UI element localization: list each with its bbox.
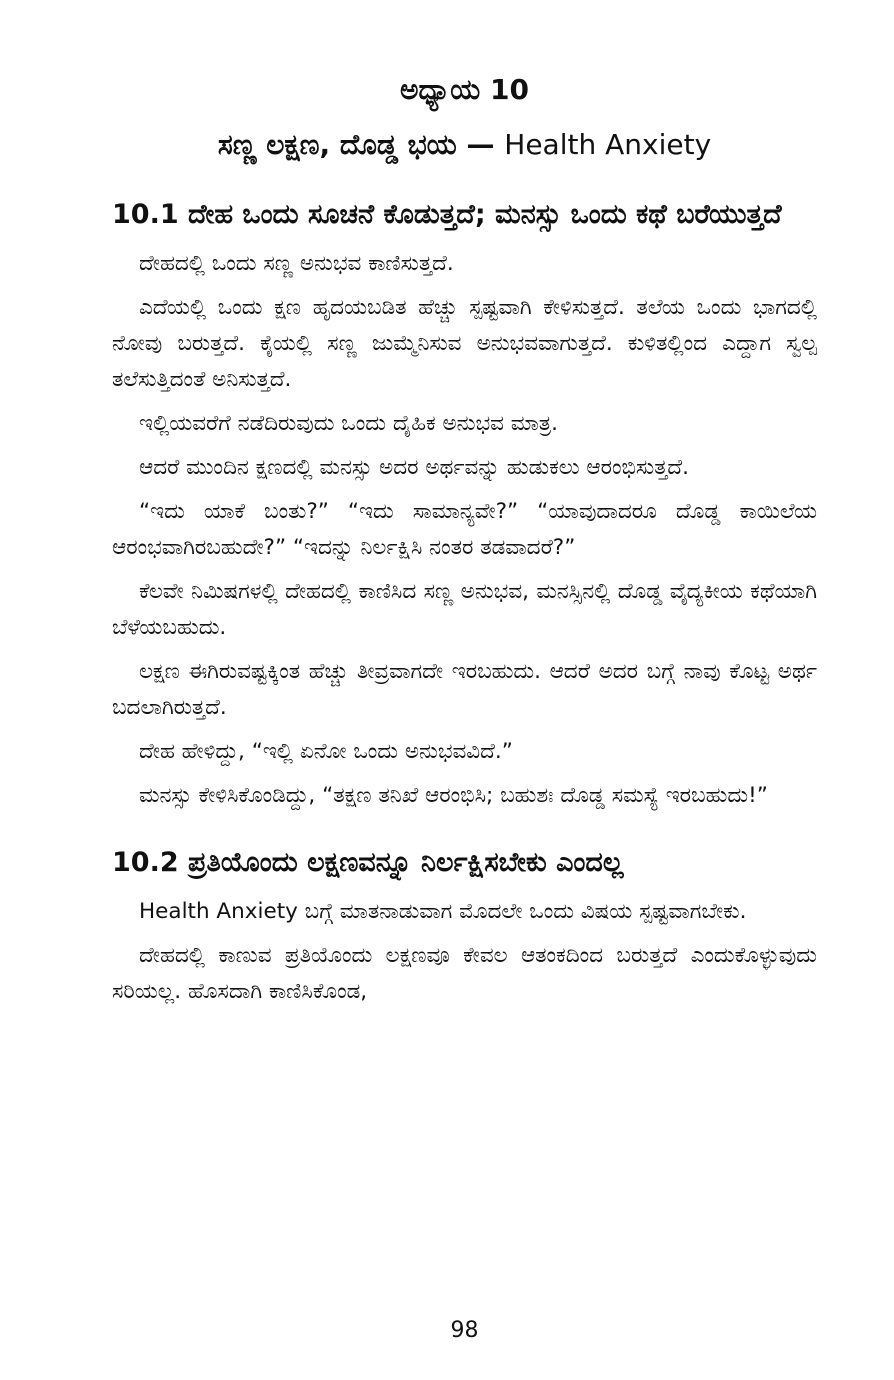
paragraph: “ಇದು ಯಾಕೆ ಬಂತು?” “ಇದು ಸಾಮಾನ್ಯವೇ?” “ಯಾವುದಾದರೂ ದೊಡ್ಡ ಕಾಯಿಲೆಯ ಆರಂಭವಾಗಿರಬಹುದೇ?” “ಇದನ್ನು ನಿರ್ಲಕ್ಷಿಸಿ ನಂತರ ತಡವಾದರೆ?”: [112, 499, 817, 560]
chapter-title-kannada: ಸಣ್ಣ ಲಕ್ಷಣ, ದೊಡ್ಡ ಭಯ —: [217, 128, 495, 161]
paragraph: ಕೆಲವೇ ನಿಮಿಷಗಳಲ್ಲಿ ದೇಹದಲ್ಲಿ ಕಾಣಿಸಿದ ಸಣ್ಣ ಅನುಭವ, ಮನಸ್ಸಿನಲ್ಲಿ ದೊಡ್ಡ ವೈದ್ಯಕೀಯ ಕಥೆಯಾಗಿ ಬೆಳೆಯಬಹುದು.: [112, 579, 817, 640]
paragraph: Health Anxiety ಬಗ್ಗೆ ಮಾತನಾಡುವಾಗ ಮೊದಲೇ ಒಂದು ವಿಷಯ ಸ್ಪಷ್ಟವಾಗಬೇಕು.: [139, 899, 747, 924]
book-page: [112, 0, 817, 1380]
paragraph: ಮನಸ್ಸು ಕೇಳಿಸಿಕೊಂಡಿದ್ದು, “ತಕ್ಷಣ ತನಿಖೆ ಆರಂಭಿಸಿ; ಬಹುಶಃ ದೊಡ್ಡ ಸಮಸ್ಯೆ ಇರಬಹುದು!”: [139, 783, 768, 808]
paragraph: ಎದೆಯಲ್ಲಿ ಒಂದು ಕ್ಷಣ ಹೃದಯಬಡಿತ ಹೆಚ್ಚು ಸ್ಪಷ್ಟವಾಗಿ ಕೇಳಿಸುತ್ತದೆ. ತಲೆಯ ಒಂದು ಭಾಗದಲ್ಲಿ ನೋವು ಬರುತ್ತದೆ. ಕೈಯಲ್ಲಿ ಸಣ್ಣ ಜುಮ್ಮೆನಿಸುವ ಅನುಭವವಾಗುತ್ತದೆ. ಕುಳಿತಲ್ಲಿಂದ ಎದ್ದಾಗ ಸ್ವಲ್ಪ ತಲೆಸುತ್ತಿದಂತೆ ಅನಿಸುತ್ತದೆ.: [112, 295, 817, 392]
chapter-title: [112, 125, 817, 165]
paragraph: ಲಕ್ಷಣ ಈಗಿರುವಷ್ಟಕ್ಕಿಂತ ಹೆಚ್ಚು ತೀವ್ರವಾಗದೇ ಇರಬಹುದು. ಆದರೆ ಅದರ ಬಗ್ಗೆ ನಾವು ಕೊಟ್ಟ ಅರ್ಥ ಬದಲಾಗಿರುತ್ತದೆ.: [112, 659, 817, 720]
section-heading-10-1: 10.1 ದೇಹ ಒಂದು ಸೂಚನೆ ಕೊಡುತ್ತದೆ; ಮನಸ್ಸು ಒಂದು ಕಥೆ ಬರೆಯುತ್ತದೆ: [112, 199, 782, 230]
page-number: 98: [450, 1318, 479, 1343]
paragraph: ಇಲ್ಲಿಯವರೆಗೆ ನಡೆದಿರುವುದು ಒಂದು ದೈಹಿಕ ಅನುಭವ ಮಾತ್ರ.: [139, 411, 558, 436]
paragraph: ಆದರೆ ಮುಂದಿನ ಕ್ಷಣದಲ್ಲಿ ಮನಸ್ಸು ಅದರ ಅರ್ಥವನ್ನು ಹುಡುಕಲು ಆರಂಭಿಸುತ್ತದೆ.: [139, 455, 689, 480]
paragraph: ದೇಹದಲ್ಲಿ ಒಂದು ಸಣ್ಣ ಅನುಭವ ಕಾಣಿಸುತ್ತದೆ.: [139, 251, 454, 276]
section-heading-10-2: 10.2 ಪ್ರತಿಯೊಂದು ಲಕ್ಷಣವನ್ನೂ ನಿರ್ಲಕ್ಷಿಸಬೇಕು ಎಂದಲ್ಲ: [112, 847, 624, 878]
paragraph: ದೇಹದಲ್ಲಿ ಕಾಣುವ ಪ್ರತಿಯೊಂದು ಲಕ್ಷಣವೂ ಕೇವಲ ಆತಂಕದಿಂದ ಬರುತ್ತದೆ ಎಂದುಕೊಳ್ಳುವುದು ಸರಿಯಲ್ಲ. ಹೊಸದಾಗಿ ಕಾಣಿಸಿಕೊಂಡ,: [112, 943, 817, 1004]
page-content: [112, 192, 817, 1018]
chapter-title-english: Health Anxiety: [504, 128, 712, 161]
chapter-number: ಅಧ್ಯಾಯ 10: [400, 73, 529, 106]
paragraph: ದೇಹ ಹೇಳಿದ್ದು, “ಇಲ್ಲಿ ಏನೋ ಒಂದು ಅನುಭವವಿದೆ.”: [139, 739, 513, 764]
